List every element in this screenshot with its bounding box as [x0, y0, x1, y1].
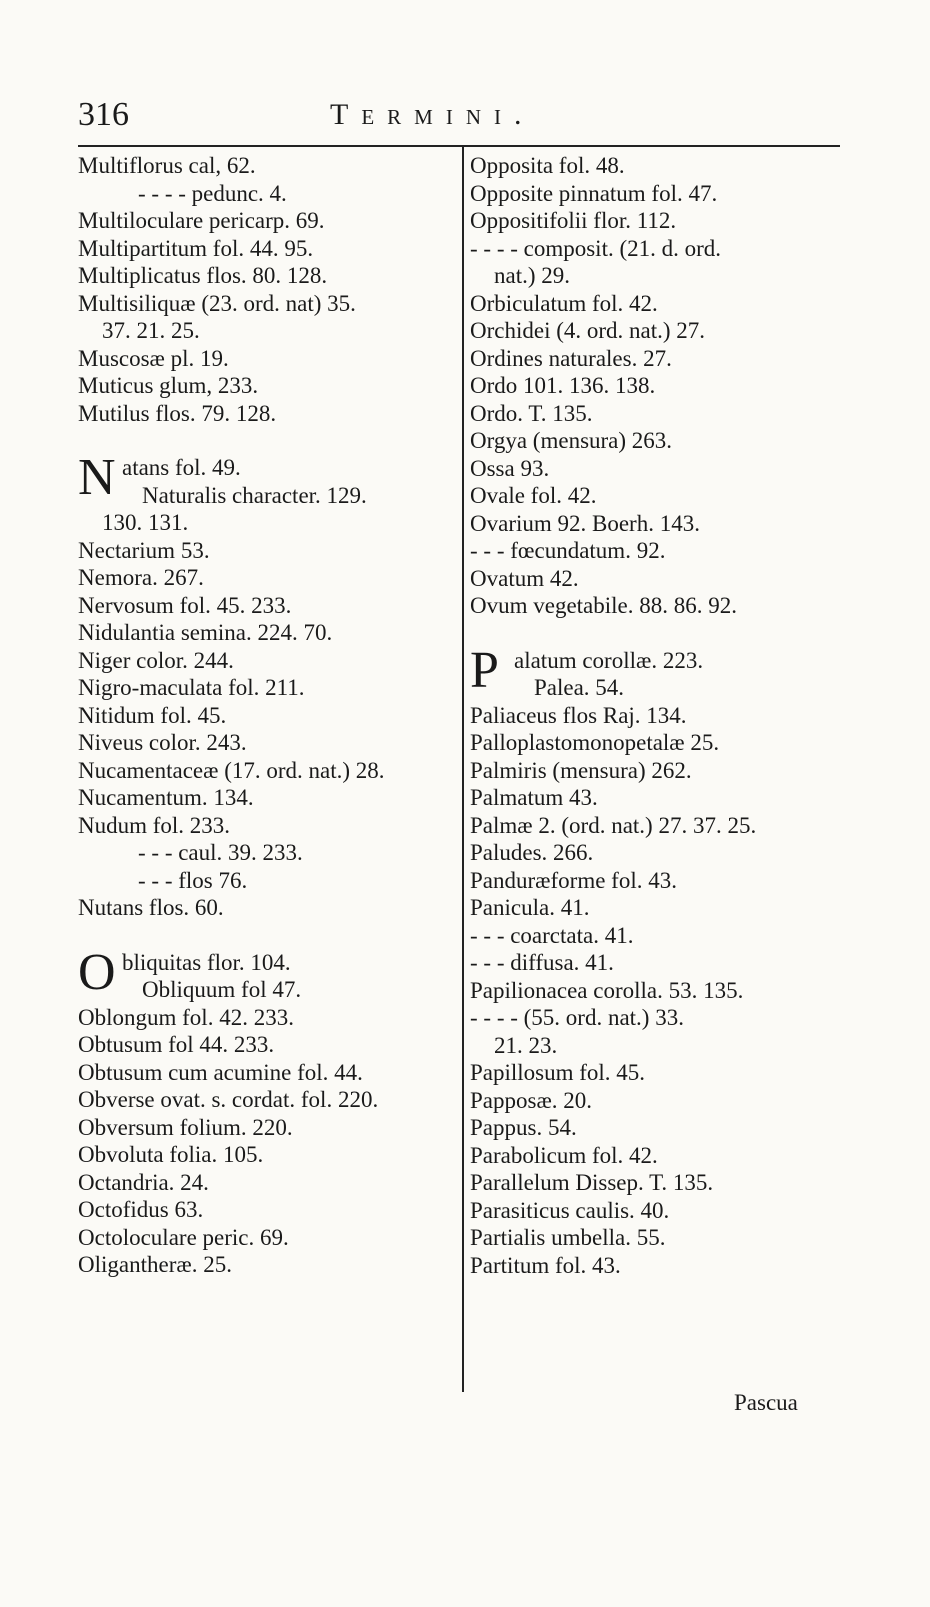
index-entry: Partialis umbella. 55.	[470, 1225, 666, 1250]
index-entry: Parasiticus caulis. 40.	[470, 1197, 670, 1223]
index-entry: Oppositifolii flor. 112.	[470, 208, 677, 233]
index-entry: Oligantheræ. 25.	[78, 1252, 232, 1277]
index-entry: nat.) 29.	[494, 263, 571, 288]
drop-cap: N	[78, 449, 116, 506]
index-entry: Nervosum fol. 45. 233.	[78, 592, 292, 618]
index-entry: Nudum fol. 233.	[78, 812, 231, 838]
index-entry: - - - - composit. (21. d. ord.	[470, 235, 722, 261]
index-entry: - - - diffusa. 41.	[470, 950, 614, 975]
index-entry: atans fol. 49.	[122, 455, 241, 480]
index-entry: Pappus. 54.	[470, 1115, 577, 1140]
index-entry: - - - flos 76.	[138, 867, 248, 893]
index-entry: Nectarium 53.	[78, 537, 210, 563]
running-head: Termini.	[330, 98, 535, 131]
index-entry: Multiloculare pericarp. 69.	[78, 208, 325, 233]
index-entry: bliquitas flor. 104.	[122, 949, 291, 975]
index-entry: Ossa 93.	[470, 455, 550, 481]
index-entry: Obliquum fol 47.	[142, 977, 302, 1002]
index-entry: Ordo 101. 136. 138.	[470, 373, 656, 398]
index-entry: Panduræforme fol. 43.	[470, 867, 677, 893]
index-entry: Palmatum 43.	[470, 785, 598, 810]
index-entry: Obtusum cum acumine fol. 44.	[78, 1059, 363, 1085]
index-entry: Parabolicum fol. 42.	[470, 1142, 658, 1168]
page-header	[78, 96, 848, 144]
drop-cap: O	[78, 943, 116, 1001]
index-entry: Nemora. 267.	[78, 565, 204, 590]
index-entry: Palmiris (mensura) 262.	[470, 757, 692, 783]
index-entry: Nigro-maculata fol. 211.	[78, 675, 305, 700]
index-entry: Orchidei (4. ord. nat.) 27.	[470, 318, 706, 343]
index-entry: Papillosum fol. 45.	[470, 1060, 646, 1085]
index-entry: Panicula. 41.	[470, 895, 590, 920]
index-entry: Multipartitum fol. 44. 95.	[78, 235, 314, 261]
index-entry: Octoloculare peric. 69.	[78, 1224, 289, 1250]
index-entry: Obtusum fol 44. 233.	[78, 1032, 275, 1057]
index-entry: Ovale fol. 42.	[470, 483, 597, 508]
index-entry: Ovatum 42.	[470, 565, 579, 591]
index-entry: Multiplicatus flos. 80. 128.	[78, 263, 328, 288]
index-entry: Palea. 54.	[534, 675, 625, 700]
index-entry: 37. 21. 25.	[102, 318, 200, 343]
index-entry: Ordines naturales. 27.	[470, 345, 672, 371]
index-entry: Muticus glum, 233.	[78, 373, 259, 398]
index-entry: Obversum folium. 220.	[78, 1114, 293, 1140]
index-entry: Mutilus flos. 79. 128.	[78, 400, 277, 426]
index-entry: - - - - pedunc. 4.	[138, 180, 287, 206]
index-entry: Opposita fol. 48.	[470, 153, 625, 178]
index-entry: Niger color. 244.	[78, 647, 234, 673]
index-entry: Obverse ovat. s. cordat. fol. 220.	[78, 1087, 379, 1112]
index-entry: Naturalis character. 129.	[142, 482, 367, 508]
index-entry: Palloplastomonopetalæ 25.	[470, 730, 720, 755]
index-entry: Nidulantia semina. 224. 70.	[78, 620, 333, 645]
index-entry: Papilionacea corolla. 53. 135.	[470, 977, 744, 1003]
catchword: Pascua	[734, 1390, 798, 1415]
index-entry: Nucamentum. 134.	[78, 785, 254, 810]
column-divider	[462, 147, 464, 1392]
index-entry: Obvoluta folia. 105.	[78, 1142, 264, 1167]
page-number: 316	[78, 96, 129, 133]
left-column	[78, 152, 456, 1279]
right-column	[470, 152, 850, 1279]
index-entry: Octofidus 63.	[78, 1197, 204, 1222]
index-entry: - - - fœcundatum. 92.	[470, 538, 666, 563]
index-entry: Opposite pinnatum fol. 47.	[470, 180, 718, 206]
index-entry: Oblongum fol. 42. 233.	[78, 1004, 294, 1030]
index-entry: Paludes. 266.	[470, 840, 594, 865]
index-entry: Ovum vegetabile. 88. 86. 92.	[470, 593, 738, 618]
index-entry: Orbiculatum fol. 42.	[470, 290, 658, 316]
index-entry: Parallelum Dissep. T. 135.	[470, 1170, 714, 1195]
index-entry: - - - - (55. ord. nat.) 33.	[470, 1005, 684, 1030]
index-entry: 130. 131.	[102, 510, 189, 535]
index-entry: - - - coarctata. 41.	[470, 922, 634, 948]
index-entry: Paliaceus flos Raj. 134.	[470, 702, 687, 728]
index-entry: Multisiliquæ (23. ord. nat) 35.	[78, 290, 356, 316]
index-entry: Multiflorus cal, 62.	[78, 153, 256, 178]
index-entry: Nitidum fol. 45.	[78, 702, 227, 728]
index-entry: Muscosæ pl. 19.	[78, 345, 229, 371]
index-entry: Ordo. T. 135.	[470, 400, 593, 426]
index-entry: Octandria. 24.	[78, 1169, 209, 1195]
index-entry: 21. 23.	[494, 1032, 558, 1058]
index-entry: Nucamentaceæ (17. ord. nat.) 28.	[78, 757, 385, 783]
index-entry: Partitum fol. 43.	[470, 1252, 621, 1278]
index-entry: Niveus color. 243.	[78, 730, 247, 755]
drop-cap: P	[470, 641, 499, 699]
index-entry: - - - caul. 39. 233.	[138, 840, 303, 865]
index-entry: Ovarium 92. Boerh. 143.	[470, 510, 700, 536]
header-rule	[78, 145, 840, 147]
index-entry: Papposæ. 20.	[470, 1087, 593, 1113]
index-entry: alatum corollæ. 223.	[514, 647, 704, 673]
index-entry: Palmæ 2. (ord. nat.) 27. 37. 25.	[470, 812, 757, 838]
index-entry: Orgya (mensura) 263.	[470, 428, 673, 453]
index-entry: Nutans flos. 60.	[78, 895, 224, 920]
